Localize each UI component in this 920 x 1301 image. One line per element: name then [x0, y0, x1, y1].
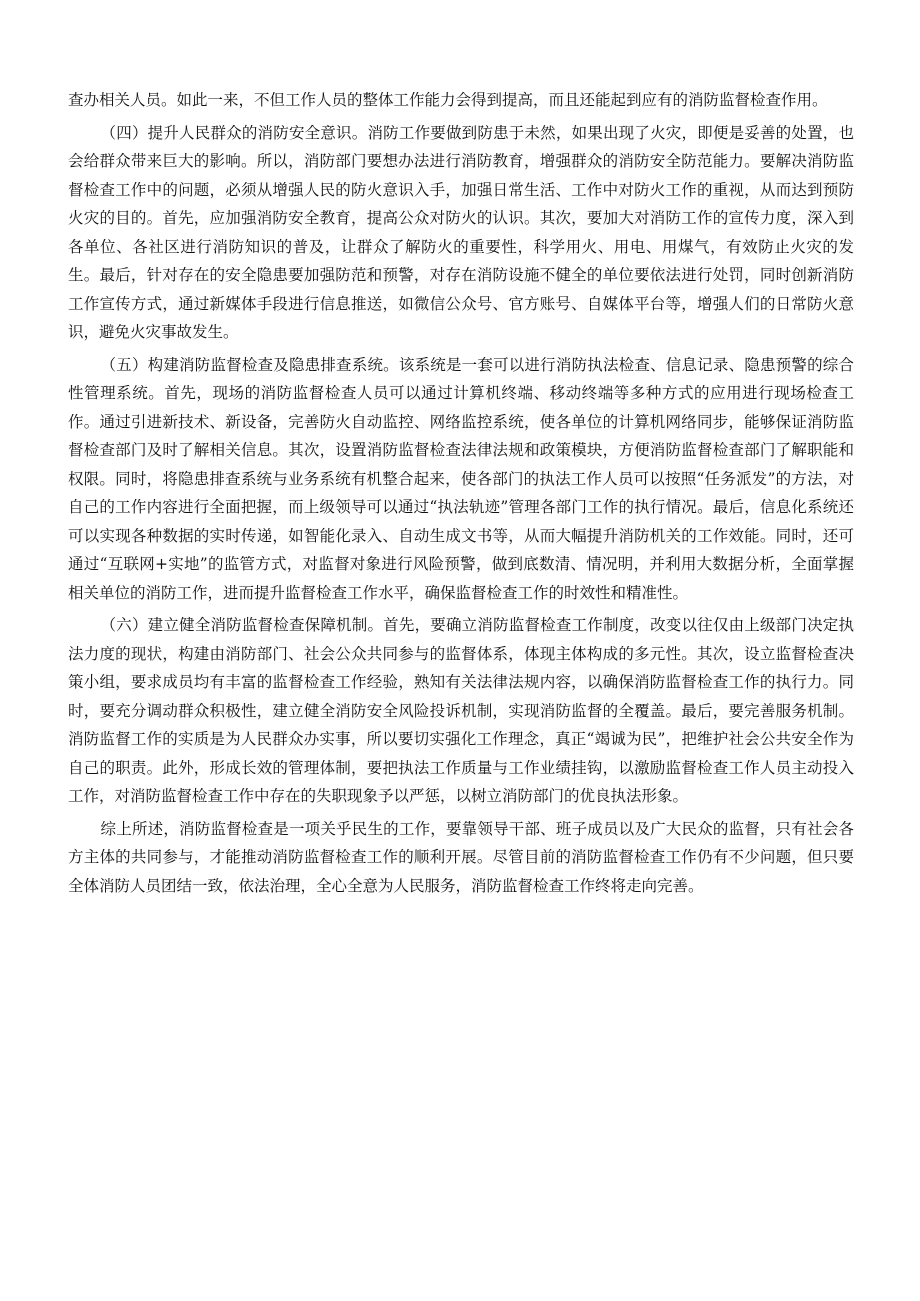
paragraph-continuation: 查办相关人员。如此一来，不但工作人员的整体工作能力会得到提高，而且还能起到应有的消防监督检查作用。 [68, 91, 828, 109]
paragraph-section-6: （六）建立健全消防监督检查保障机制。首先，要确立消防监督检查工作制度，改变以往仅由上级部门决定执法力度的现状，构建由消防部门、社会公众共同参与的监督体系，体现主体构成的多元性。其次，设立监督检查决策小组，要求成员均有丰富的监督检查工作经验，熟知有关法律法规内容，以确保消防监督检查工作的执行力。同时，要充分调动群众积极性，建立健全消防安全风险投诉机制，实现消防监督的全覆盖。最后，要完善服务机制。消防监督工作的实质是为人民群众办实事，所以要切实强化工作理念，真正“竭诚为民”，把维护社会公共安全作为自己的职责。此外，形成长效的管理体制，要把执法工作质量与工作业绩挂钩，以激励监督检查工作人员主动投入工作，对消防监督检查工作中存在的失职现象予以严惩，以树立消防部门的优良执法形象。 [68, 616, 854, 805]
paragraph-conclusion: 综上所述，消防监督检查是一项关乎民生的工作，要靠领导干部、班子成员以及广大民众的监督，只有社会各方主体的共同参与，才能推动消防监督检查工作的顺利开展。尽管目前的消防监督检查工作仍有不少问题，但只要全体消防人员团结一致，依法治理，全心全意为人民服务，消防监督检查工作终将走向完善。 [68, 819, 854, 895]
paragraph-section-5: （五）构建消防监督检查及隐患排查系统。该系统是一套可以进行消防执法检查、信息记录、隐患预警的综合性管理系统。首先，现场的消防监督检查人员可以通过计算机终端、移动终端等多种方式的应用进行现场检查工作。通过引进新技术、新设备，完善防火自动监控、网络监控系统，使各单位的计算机网络同步，能够保证消防监督检查部门及时了解相关信息。其次，设置消防监督检查法律法规和政策模块，方便消防监督检查部门了解职能和权限。同时，将隐患排查系统与业务系统有机整合起来，使各部门的执法工作人员可以按照“任务派发”的方法，对自己的工作内容进行全面把握，而上级领导可以通过“执法轨迹”管理各部门工作的执行情况。最后，信息化系统还可以实现各种数据的实时传递，如智能化录入、自动生成文书等，从而大幅提升消防机关的工作效能。同时，还可通过“互联网+实地”的监管方式，对监督对象进行风险预警，做到底数清、情况明，并利用大数据分析，全面掌握相关单位的消防工作，进而提升监督检查工作水平，确保监督检查工作的时效性和精准性。 [68, 355, 854, 602]
paragraph-section-4: （四）提升人民群众的消防安全意识。消防工作要做到防患于未然，如果出现了火灾，即便是妥善的处置，也会给群众带来巨大的影响。所以，消防部门要想办法进行消防教育，增强群众的消防安全防范能力。要解决消防监督检查工作中的问题，必须从增强人民的防火意识入手，加强日常生活、工作中对防火工作的重视，从而达到预防火灾的目的。首先，应加强消防安全教育，提高公众对防火的认识。其次，要加大对消防工作的宣传力度，深入到各单位、各社区进行消防知识的普及，让群众了解防火的重要性，科学用火、用电、用煤气，有效防止火灾的发生。最后，针对存在的安全隐患要加强防范和预警，对存在消防设施不健全的单位要依法进行处罚，同时创新消防工作宣传方式，通过新媒体手段进行信息推送，如微信公众号、官方账号、自媒体平台等，增强人们的日常防火意识，避免火灾事故发生。 [68, 123, 854, 341]
document-page [68, 86, 854, 900]
